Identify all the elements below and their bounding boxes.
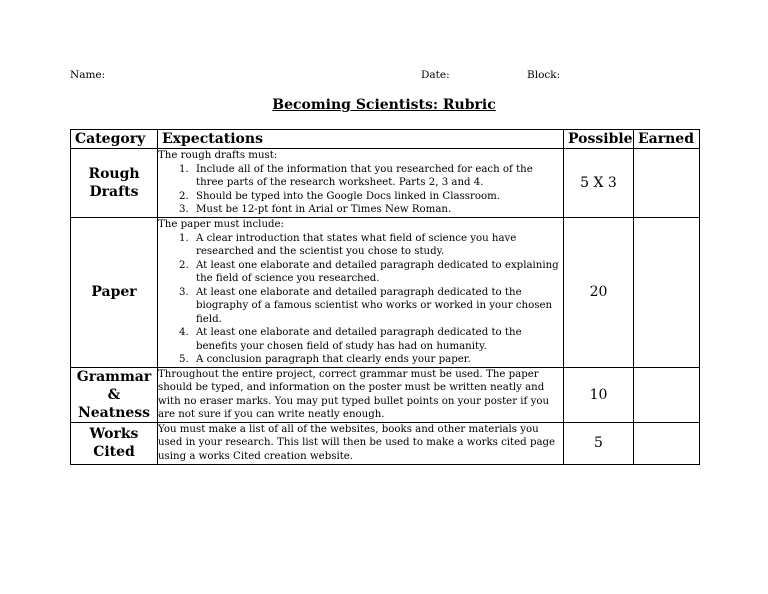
expectations-intro: The rough drafts must: [158, 150, 278, 161]
page-title: Becoming Scientists: Rubric [272, 97, 496, 113]
table-row-grammar-neatness [71, 367, 700, 422]
category-label: Rough Drafts [88, 166, 140, 200]
possible-points-cell: 20 [564, 218, 634, 368]
table-row-paper [71, 218, 700, 368]
possible-points-cell: 5 X 3 [564, 149, 634, 218]
list-item: 1. A clear introduction that states what field of science you have researched and the scientist you chose to study. [192, 232, 563, 259]
expectations-cell [158, 422, 564, 464]
category-cell [71, 422, 158, 464]
header-row [71, 130, 700, 149]
possible-points-cell: 5 [564, 422, 634, 464]
list-item: 1. Include all of the information that you researched for each of the three parts of the research worksheet. Parts 2, 3 and 4. [192, 163, 563, 190]
category-cell [71, 149, 158, 218]
expectations-cell [158, 218, 564, 368]
expectations-list [158, 232, 563, 367]
category-label: Works Cited [89, 426, 139, 460]
category-label: Grammar & Neatness [76, 368, 152, 421]
table-row-rough-drafts [71, 149, 700, 218]
earned-points-cell[interactable] [634, 422, 700, 464]
list-item: 3. At least one elaborate and detailed paragraph dedicated to the biography of a famous scientist who works or worked in your chosen field. [192, 286, 563, 327]
list-item: 5. A conclusion paragraph that clearly ends your paper. [192, 353, 563, 367]
expectations-cell [158, 149, 564, 218]
earned-points-cell[interactable] [634, 367, 700, 422]
expectations-intro: The paper must include: [158, 219, 284, 230]
date-label: Date: [421, 69, 450, 81]
expectations-list [158, 163, 563, 217]
table-row-works-cited [71, 422, 700, 464]
category-label: Paper [91, 284, 137, 301]
column-header-category: Category [71, 130, 158, 149]
list-item: 2. Should be typed into the Google Docs linked in Classroom. [192, 190, 563, 204]
possible-points-cell: 10 [564, 367, 634, 422]
column-header-expectations: Expectations [158, 130, 564, 149]
list-item: 2. At least one elaborate and detailed paragraph dedicated to explaining the field of science you researched. [192, 259, 563, 286]
list-item: 4. At least one elaborate and detailed paragraph dedicated to the benefits your chosen field of study has had on humanity. [192, 326, 563, 353]
expectations-cell [158, 367, 564, 422]
earned-points-cell[interactable] [634, 218, 700, 368]
block-label: Block: [527, 69, 561, 81]
column-header-earned: Earned [634, 130, 700, 149]
expectations-text: You must make a list of all of the websites, books and other materials you used in your research. This list will then be used to make a works cited page using a works Cited creation website. [158, 423, 556, 462]
earned-points-cell[interactable] [634, 149, 700, 218]
rubric-table [70, 129, 700, 465]
list-item: 3. Must be 12-pt font in Arial or Times New Roman. [192, 203, 563, 217]
category-cell [71, 218, 158, 368]
column-header-possible: Possible [564, 130, 634, 149]
expectations-text: Throughout the entire project, correct grammar must be used. The paper should be typed, and information on the poster must be written neatly and with no eraser marks. You may put typed bullet points on your poster if you are not sure if you can write neatly enough. [158, 368, 550, 420]
category-cell [71, 367, 158, 422]
name-label: Name: [70, 69, 106, 81]
